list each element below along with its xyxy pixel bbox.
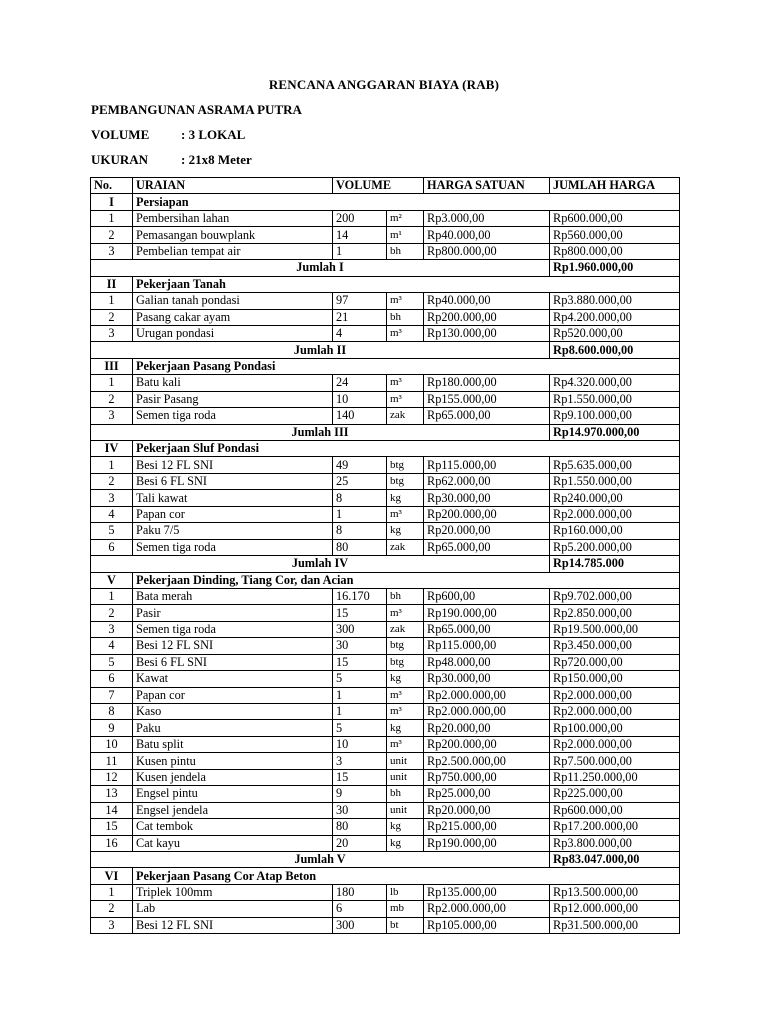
item-number: 1 [91, 588, 133, 604]
table-row [91, 917, 680, 933]
table-row [91, 325, 680, 341]
table-row [91, 769, 680, 785]
item-jumlah-harga: Rp19.500.000,00 [550, 621, 680, 637]
item-harga-satuan: Rp750.000,00 [424, 769, 550, 785]
item-harga-satuan: Rp215.000,00 [424, 819, 550, 835]
item-uraian: Semen tiga roda [133, 621, 333, 637]
item-number: 2 [91, 391, 133, 407]
header-volume: VOLUME [333, 178, 424, 194]
item-quantity: 5 [333, 671, 387, 687]
subtotal-value: Rp8.600.000,00 [550, 342, 680, 358]
item-harga-satuan: Rp800.000,00 [424, 243, 550, 259]
item-quantity: 49 [333, 457, 387, 473]
item-jumlah-harga: Rp240.000,00 [550, 490, 680, 506]
item-quantity: 10 [333, 736, 387, 752]
item-quantity: 5 [333, 720, 387, 736]
item-number: 16 [91, 835, 133, 851]
table-row [91, 736, 680, 752]
section-name: Pekerjaan Tanah [133, 276, 680, 292]
table-row [91, 408, 680, 424]
item-unit: m³ [387, 325, 424, 341]
subtotal-label: Jumlah IV [91, 556, 550, 572]
item-number: 4 [91, 638, 133, 654]
item-unit: btg [387, 457, 424, 473]
item-jumlah-harga: Rp600.000,00 [550, 210, 680, 226]
table-row [91, 802, 680, 818]
table-row [91, 457, 680, 473]
table-row [91, 210, 680, 226]
section-name: Pekerjaan Pasang Cor Atap Beton [133, 868, 680, 884]
item-number: 2 [91, 227, 133, 243]
table-row [91, 621, 680, 637]
item-uraian: Batu split [133, 736, 333, 752]
section-row [91, 441, 680, 457]
item-harga-satuan: Rp190.000,00 [424, 835, 550, 851]
item-jumlah-harga: Rp520.000,00 [550, 325, 680, 341]
item-unit: unit [387, 802, 424, 818]
item-jumlah-harga: Rp3.880.000,00 [550, 293, 680, 309]
meta-value: : 3 LOKAL [181, 127, 246, 142]
item-harga-satuan: Rp2.500.000,00 [424, 753, 550, 769]
item-uraian: Besi 6 FL SNI [133, 473, 333, 489]
item-unit: m³ [387, 375, 424, 391]
subtotal-row [91, 424, 680, 440]
table-row [91, 901, 680, 917]
item-uraian: Tali kawat [133, 490, 333, 506]
item-uraian: Kaso [133, 704, 333, 720]
item-jumlah-harga: Rp9.702.000,00 [550, 588, 680, 604]
item-quantity: 21 [333, 309, 387, 325]
meta-volume [91, 127, 245, 143]
section-number: I [91, 194, 133, 210]
item-harga-satuan: Rp200.000,00 [424, 506, 550, 522]
rab-table [90, 177, 680, 934]
subtotal-row [91, 556, 680, 572]
section-number: V [91, 572, 133, 588]
item-unit: lb [387, 884, 424, 900]
item-harga-satuan: Rp65.000,00 [424, 621, 550, 637]
item-quantity: 180 [333, 884, 387, 900]
item-jumlah-harga: Rp17.200.000,00 [550, 819, 680, 835]
item-jumlah-harga: Rp2.000.000,00 [550, 506, 680, 522]
item-harga-satuan: Rp200.000,00 [424, 736, 550, 752]
item-harga-satuan: Rp2.000.000,00 [424, 687, 550, 703]
item-harga-satuan: Rp20.000,00 [424, 802, 550, 818]
table-row [91, 293, 680, 309]
item-uraian: Bata merah [133, 588, 333, 604]
item-number: 3 [91, 325, 133, 341]
item-jumlah-harga: Rp720.000,00 [550, 654, 680, 670]
item-jumlah-harga: Rp1.550.000,00 [550, 391, 680, 407]
item-unit: m³ [387, 736, 424, 752]
section-name: Pekerjaan Pasang Pondasi [133, 358, 680, 374]
section-number: II [91, 276, 133, 292]
item-jumlah-harga: Rp560.000,00 [550, 227, 680, 243]
item-harga-satuan: Rp48.000,00 [424, 654, 550, 670]
item-uraian: Pembersihan lahan [133, 210, 333, 226]
item-quantity: 8 [333, 490, 387, 506]
item-unit: m² [387, 210, 424, 226]
table-row [91, 539, 680, 555]
item-harga-satuan: Rp190.000,00 [424, 605, 550, 621]
item-number: 13 [91, 786, 133, 802]
item-number: 8 [91, 704, 133, 720]
table-row [91, 786, 680, 802]
item-harga-satuan: Rp200.000,00 [424, 309, 550, 325]
item-harga-satuan: Rp115.000,00 [424, 638, 550, 654]
item-quantity: 8 [333, 523, 387, 539]
item-number: 1 [91, 375, 133, 391]
document-title: RENCANA ANGGARAN BIAYA (RAB) [268, 77, 500, 92]
table-row [91, 654, 680, 670]
item-uraian: Besi 6 FL SNI [133, 654, 333, 670]
item-jumlah-harga: Rp4.200.000,00 [550, 309, 680, 325]
item-number: 1 [91, 293, 133, 309]
section-name: Pekerjaan Dinding, Tiang Cor, dan Acian [133, 572, 680, 588]
item-jumlah-harga: Rp5.200.000,00 [550, 539, 680, 555]
item-quantity: 16.170 [333, 588, 387, 604]
item-jumlah-harga: Rp13.500.000,00 [550, 884, 680, 900]
item-number: 11 [91, 753, 133, 769]
table-row [91, 687, 680, 703]
item-harga-satuan: Rp25.000,00 [424, 786, 550, 802]
item-uraian: Cat tembok [133, 819, 333, 835]
item-unit: bh [387, 786, 424, 802]
item-jumlah-harga: Rp2.000.000,00 [550, 736, 680, 752]
item-jumlah-harga: Rp600.000,00 [550, 802, 680, 818]
table-row [91, 473, 680, 489]
item-quantity: 200 [333, 210, 387, 226]
item-uraian: Batu kali [133, 375, 333, 391]
item-harga-satuan: Rp130.000,00 [424, 325, 550, 341]
section-row [91, 868, 680, 884]
item-number: 3 [91, 917, 133, 933]
table-header-row [91, 178, 680, 194]
item-harga-satuan: Rp20.000,00 [424, 720, 550, 736]
item-unit: bh [387, 588, 424, 604]
item-uraian: Pembelian tempat air [133, 243, 333, 259]
item-harga-satuan: Rp600,00 [424, 588, 550, 604]
project-name: PEMBANGUNAN ASRAMA PUTRA [91, 102, 302, 117]
header-no: No. [91, 178, 133, 194]
table-row [91, 490, 680, 506]
item-uraian: Engsel pintu [133, 786, 333, 802]
item-unit: m³ [387, 704, 424, 720]
section-row [91, 358, 680, 374]
item-uraian: Paku 7/5 [133, 523, 333, 539]
item-quantity: 15 [333, 769, 387, 785]
item-unit: bh [387, 309, 424, 325]
table-row [91, 391, 680, 407]
item-quantity: 140 [333, 408, 387, 424]
item-uraian: Paku [133, 720, 333, 736]
item-jumlah-harga: Rp3.450.000,00 [550, 638, 680, 654]
item-jumlah-harga: Rp2.000.000,00 [550, 704, 680, 720]
section-row [91, 572, 680, 588]
subtotal-value: Rp14.970.000,00 [550, 424, 680, 440]
item-unit: mb [387, 901, 424, 917]
item-jumlah-harga: Rp160.000,00 [550, 523, 680, 539]
subtotal-row [91, 851, 680, 867]
item-harga-satuan: Rp30.000,00 [424, 490, 550, 506]
table-row [91, 884, 680, 900]
subtotal-row [91, 260, 680, 276]
item-jumlah-harga: Rp2.850.000,00 [550, 605, 680, 621]
item-jumlah-harga: Rp9.100.000,00 [550, 408, 680, 424]
item-uraian: Pemasangan bouwplank [133, 227, 333, 243]
section-row [91, 194, 680, 210]
table-row [91, 753, 680, 769]
item-jumlah-harga: Rp3.800.000,00 [550, 835, 680, 851]
item-uraian: Urugan pondasi [133, 325, 333, 341]
table-row [91, 523, 680, 539]
item-jumlah-harga: Rp2.000.000,00 [550, 687, 680, 703]
table-row [91, 227, 680, 243]
table-row [91, 506, 680, 522]
item-number: 15 [91, 819, 133, 835]
item-harga-satuan: Rp65.000,00 [424, 539, 550, 555]
item-quantity: 300 [333, 621, 387, 637]
item-jumlah-harga: Rp11.250.000,00 [550, 769, 680, 785]
subtotal-label: Jumlah V [91, 851, 550, 867]
table-row [91, 720, 680, 736]
meta-value: : 21x8 Meter [181, 152, 252, 167]
section-row [91, 276, 680, 292]
section-number: III [91, 358, 133, 374]
item-number: 6 [91, 539, 133, 555]
item-jumlah-harga: Rp5.635.000,00 [550, 457, 680, 473]
item-uraian: Semen tiga roda [133, 539, 333, 555]
table-row [91, 605, 680, 621]
table-row [91, 309, 680, 325]
item-harga-satuan: Rp115.000,00 [424, 457, 550, 473]
meta-ukuran [91, 152, 252, 168]
item-number: 3 [91, 243, 133, 259]
item-quantity: 1 [333, 704, 387, 720]
item-unit: kg [387, 819, 424, 835]
subtotal-label: Jumlah I [91, 260, 550, 276]
item-unit: zak [387, 621, 424, 637]
item-number: 5 [91, 523, 133, 539]
header-jumlah-harga: JUMLAH HARGA [550, 178, 680, 194]
item-jumlah-harga: Rp7.500.000,00 [550, 753, 680, 769]
item-jumlah-harga: Rp12.000.000,00 [550, 901, 680, 917]
item-quantity: 10 [333, 391, 387, 407]
item-jumlah-harga: Rp4.320.000,00 [550, 375, 680, 391]
item-quantity: 15 [333, 605, 387, 621]
meta-label: VOLUME [91, 127, 150, 142]
item-jumlah-harga: Rp225.000,00 [550, 786, 680, 802]
item-unit: m³ [387, 391, 424, 407]
item-jumlah-harga: Rp1.550.000,00 [550, 473, 680, 489]
item-quantity: 20 [333, 835, 387, 851]
item-uraian: Engsel jendela [133, 802, 333, 818]
item-harga-satuan: Rp105.000,00 [424, 917, 550, 933]
item-uraian: Lab [133, 901, 333, 917]
item-number: 1 [91, 884, 133, 900]
table-body [91, 194, 680, 934]
item-harga-satuan: Rp30.000,00 [424, 671, 550, 687]
item-quantity: 14 [333, 227, 387, 243]
item-quantity: 25 [333, 473, 387, 489]
item-quantity: 80 [333, 819, 387, 835]
item-quantity: 30 [333, 638, 387, 654]
item-harga-satuan: Rp135.000,00 [424, 884, 550, 900]
item-uraian: Papan cor [133, 687, 333, 703]
item-number: 14 [91, 802, 133, 818]
item-uraian: Besi 12 FL SNI [133, 638, 333, 654]
item-number: 10 [91, 736, 133, 752]
item-unit: btg [387, 638, 424, 654]
item-number: 3 [91, 621, 133, 637]
item-uraian: Triplek 100mm [133, 884, 333, 900]
table-row [91, 375, 680, 391]
item-unit: bh [387, 243, 424, 259]
item-harga-satuan: Rp20.000,00 [424, 523, 550, 539]
item-quantity: 6 [333, 901, 387, 917]
item-quantity: 9 [333, 786, 387, 802]
item-quantity: 4 [333, 325, 387, 341]
item-quantity: 15 [333, 654, 387, 670]
item-uraian: Kawat [133, 671, 333, 687]
item-unit: bt [387, 917, 424, 933]
section-number: VI [91, 868, 133, 884]
item-harga-satuan: Rp155.000,00 [424, 391, 550, 407]
item-uraian: Pasang cakar ayam [133, 309, 333, 325]
item-uraian: Kusen jendela [133, 769, 333, 785]
item-number: 5 [91, 654, 133, 670]
item-uraian: Besi 12 FL SNI [133, 917, 333, 933]
item-jumlah-harga: Rp100.000,00 [550, 720, 680, 736]
item-uraian: Semen tiga roda [133, 408, 333, 424]
subtotal-value: Rp14.785.000 [550, 556, 680, 572]
item-quantity: 80 [333, 539, 387, 555]
item-number: 2 [91, 605, 133, 621]
item-harga-satuan: Rp40.000,00 [424, 293, 550, 309]
item-quantity: 3 [333, 753, 387, 769]
item-jumlah-harga: Rp31.500.000,00 [550, 917, 680, 933]
item-quantity: 97 [333, 293, 387, 309]
item-number: 2 [91, 309, 133, 325]
item-quantity: 1 [333, 506, 387, 522]
item-uraian: Kusen pintu [133, 753, 333, 769]
item-number: 12 [91, 769, 133, 785]
item-harga-satuan: Rp2.000.000,00 [424, 704, 550, 720]
item-unit: kg [387, 523, 424, 539]
item-unit: m³ [387, 687, 424, 703]
item-uraian: Cat kayu [133, 835, 333, 851]
item-quantity: 24 [333, 375, 387, 391]
item-unit: kg [387, 720, 424, 736]
item-number: 9 [91, 720, 133, 736]
item-harga-satuan: Rp180.000,00 [424, 375, 550, 391]
subtotal-label: Jumlah III [91, 424, 550, 440]
item-number: 6 [91, 671, 133, 687]
subtotal-label: Jumlah II [91, 342, 550, 358]
subtotal-row [91, 342, 680, 358]
item-number: 2 [91, 901, 133, 917]
item-uraian: Pasir [133, 605, 333, 621]
item-unit: kg [387, 490, 424, 506]
item-jumlah-harga: Rp800.000,00 [550, 243, 680, 259]
item-jumlah-harga: Rp150.000,00 [550, 671, 680, 687]
item-number: 7 [91, 687, 133, 703]
item-unit: m³ [387, 506, 424, 522]
item-quantity: 1 [333, 687, 387, 703]
table-row [91, 835, 680, 851]
table-row [91, 819, 680, 835]
section-number: IV [91, 441, 133, 457]
meta-label: UKURAN [91, 152, 149, 167]
header-harga-satuan: HARGA SATUAN [424, 178, 550, 194]
section-name: Persiapan [133, 194, 680, 210]
subtotal-value: Rp83.047.000,00 [550, 851, 680, 867]
section-name: Pekerjaan Sluf Pondasi [133, 441, 680, 457]
table-row [91, 588, 680, 604]
item-unit: zak [387, 539, 424, 555]
item-unit: m³ [387, 293, 424, 309]
item-harga-satuan: Rp65.000,00 [424, 408, 550, 424]
item-number: 3 [91, 408, 133, 424]
header-uraian: URAIAN [133, 178, 333, 194]
item-unit: btg [387, 473, 424, 489]
item-number: 4 [91, 506, 133, 522]
table-row [91, 243, 680, 259]
item-unit: m¹ [387, 227, 424, 243]
item-harga-satuan: Rp2.000.000,00 [424, 901, 550, 917]
item-unit: kg [387, 835, 424, 851]
item-unit: kg [387, 671, 424, 687]
item-quantity: 300 [333, 917, 387, 933]
item-unit: btg [387, 654, 424, 670]
item-number: 1 [91, 210, 133, 226]
item-unit: m³ [387, 605, 424, 621]
table-row [91, 671, 680, 687]
item-harga-satuan: Rp3.000,00 [424, 210, 550, 226]
item-quantity: 1 [333, 243, 387, 259]
item-number: 3 [91, 490, 133, 506]
item-harga-satuan: Rp40.000,00 [424, 227, 550, 243]
item-number: 2 [91, 473, 133, 489]
table-row [91, 704, 680, 720]
subtotal-value: Rp1.960.000,00 [550, 260, 680, 276]
item-harga-satuan: Rp62.000,00 [424, 473, 550, 489]
table-row [91, 638, 680, 654]
item-unit: unit [387, 769, 424, 785]
item-unit: zak [387, 408, 424, 424]
item-uraian: Galian tanah pondasi [133, 293, 333, 309]
item-uraian: Papan cor [133, 506, 333, 522]
item-uraian: Pasir Pasang [133, 391, 333, 407]
item-number: 1 [91, 457, 133, 473]
item-unit: unit [387, 753, 424, 769]
item-uraian: Besi 12 FL SNI [133, 457, 333, 473]
item-quantity: 30 [333, 802, 387, 818]
